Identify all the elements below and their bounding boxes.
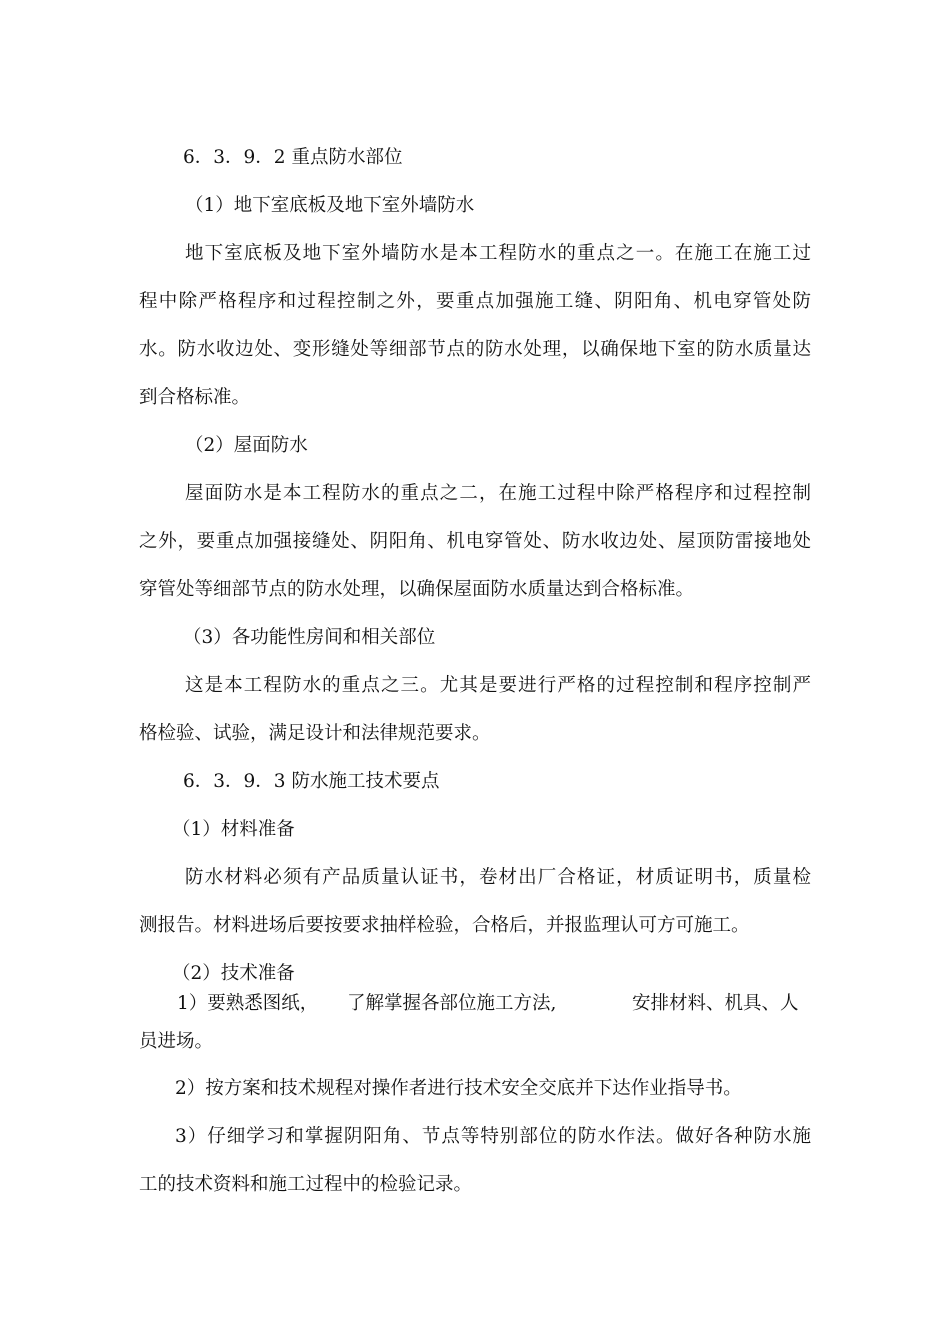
- subsection-title-technical: （2）技术准备: [172, 963, 295, 984]
- paragraph-line: 屋面防水是本工程防水的重点之二，在施工过程中除严格程序和过程控制: [185, 483, 811, 504]
- subsection-title-roof: （2）屋面防水: [185, 435, 308, 456]
- list-item-1-part-d: 员进场。: [139, 1031, 214, 1052]
- list-item-3-line-2: 工的技术资料和施工过程中的检验记录。: [139, 1174, 473, 1195]
- list-item-1-part-c: 安排材料、机具、人: [632, 993, 799, 1014]
- paragraph-line: 穿管处等细部节点的防水处理，以确保屋面防水质量达到合格标准。: [139, 579, 695, 600]
- subsection-title-basement: （1）地下室底板及地下室外墙防水: [185, 195, 475, 216]
- subsection-title-rooms: （3）各功能性房间和相关部位: [183, 627, 436, 648]
- paragraph-line: 程中除严格程序和过程控制之外，要重点加强施工缝、阴阳角、机电穿管处防: [139, 291, 811, 312]
- section-heading-6-3-9-3: 6．3．9．3 防水施工技术要点: [183, 771, 440, 792]
- list-item-3-line-1: 3）仔细学习和掌握阴阳角、节点等特别部位的防水作法。做好各种防水施: [175, 1126, 811, 1147]
- list-item-1-part-a: 1）要熟悉图纸，: [177, 993, 319, 1014]
- section-heading-6-3-9-2: 6．3．9．2 重点防水部位: [183, 147, 403, 168]
- list-item-2: 2）按方案和技术规程对操作者进行技术安全交底并下达作业指导书。: [175, 1078, 742, 1099]
- paragraph-line: 格检验、试验，满足设计和法律规范要求。: [139, 723, 491, 744]
- paragraph-line: 这是本工程防水的重点之三。尤其是要进行严格的过程控制和程序控制严: [185, 675, 811, 696]
- paragraph-line: 地下室底板及地下室外墙防水是本工程防水的重点之一。在施工在施工过: [185, 243, 811, 264]
- list-item-1-part-b: 了解掌握各部位施工方法,: [347, 993, 557, 1014]
- paragraph-line: 防水材料必须有产品质量认证书，卷材出厂合格证，材质证明书，质量检: [185, 867, 811, 888]
- paragraph-line: 到合格标准。: [139, 387, 251, 408]
- paragraph-line: 水。防水收边处、变形缝处等细部节点的防水处理，以确保地下室的防水质量达: [139, 339, 811, 360]
- subsection-title-materials: （1）材料准备: [172, 819, 295, 840]
- paragraph-line: 之外，要重点加强接缝处、阴阳角、机电穿管处、防水收边处、屋顶防雷接地处: [139, 531, 811, 552]
- paragraph-line: 测报告。材料进场后要按要求抽样检验，合格后，并报监理认可方可施工。: [139, 915, 750, 936]
